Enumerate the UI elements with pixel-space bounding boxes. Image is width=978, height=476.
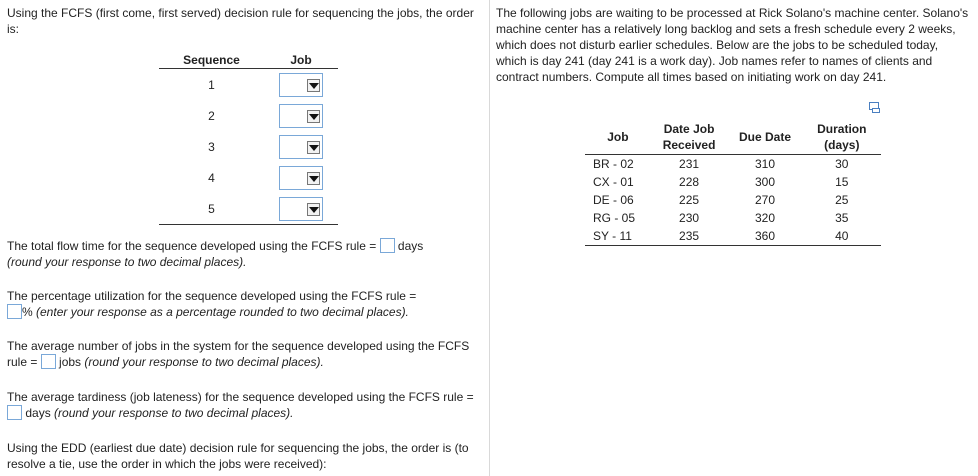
avg-tardiness-input[interactable] [7,405,22,420]
col-header-date-received: Date Job Received [651,119,728,155]
date-received: 225 [679,193,700,207]
rounding-note: (enter your response as a percentage rounded to two decimal places). [36,305,409,319]
copy-icon[interactable] [869,102,879,110]
table-row [159,131,338,162]
job-dropdown-5[interactable] [279,197,323,221]
sequence-number: 2 [208,108,215,123]
table-row [159,69,338,101]
question-avg-tardiness [7,389,485,421]
question-text: The average number of jobs in the system for the sequence developed using the FCFS rule = [7,339,470,369]
chevron-down-icon [307,172,320,185]
date-received: 228 [679,175,700,189]
sequence-header: Sequence [159,51,264,69]
question-text: Using the EDD (earliest due date) decision rule for sequencing the jobs, the order is (to resolve a tie, use the order in which the jobs were received): [7,441,469,471]
unit-label: days [25,406,51,420]
sequence-number: 5 [159,193,264,225]
chevron-down-icon [307,110,320,123]
duration: 15 [835,175,849,189]
rounding-note: (round your response to two decimal places). [54,406,294,420]
sequence-number: 1 [208,77,215,92]
sequence-number: 3 [208,139,215,154]
due-date: 310 [754,157,776,171]
problem-description: The following jobs are waiting to be processed at Rick Solano's machine center. Solano's machine center has a relatively long backlog and sets a fresh schedule every 2 weeks, which does not disturb earlier schedules. Below are the jobs to be scheduled today, which is day 241 (day 241 is a work day). Job names refer to names of clients and contract numbers. Compute all times based on initiating work on day 241. [496,6,969,84]
date-received: 231 [679,157,700,171]
question-avg-jobs [7,338,485,370]
question-total-flow-time [7,238,485,270]
panel-divider [489,0,490,476]
sequence-table [159,51,338,225]
utilization-input[interactable] [7,304,22,319]
col-header-duration: Duration (days) [803,119,881,155]
duration: 25 [835,193,849,207]
unit-label: days [397,239,424,253]
question-text: The average tardiness (job lateness) for the sequence developed using the FCFS rule = [7,390,474,404]
jobs-table [585,119,881,246]
question-text: The percentage utilization for the sequence developed using the FCFS rule = [7,289,417,303]
avg-jobs-input[interactable] [41,354,56,369]
fcfs-intro: Using the FCFS (first come, first served) decision rule for sequencing the jobs, the order is: [7,6,474,36]
date-received: 235 [651,227,728,246]
chevron-down-icon [307,79,320,92]
question-utilization [7,288,485,320]
col-header-job: Job [585,119,651,155]
chevron-down-icon [307,203,320,216]
duration: 35 [835,211,849,225]
job-name: DE - 06 [593,193,634,207]
due-date: 300 [754,175,776,189]
sequence-number: 4 [208,170,215,185]
table-row [585,227,881,246]
duration: 30 [835,157,849,171]
job-name: BR - 02 [593,157,634,171]
unit-label: jobs [59,355,82,369]
table-row [585,191,881,209]
job-dropdown-3[interactable] [279,135,323,159]
due-date: 320 [754,211,776,225]
col-header-due-date: Due Date [727,119,802,155]
job-name: CX - 01 [593,175,634,189]
question-edd-order [7,440,485,472]
due-date: 360 [727,227,802,246]
job-dropdown-1[interactable] [279,73,323,97]
job-header: Job [264,51,338,69]
table-row [585,209,881,227]
rounding-note: (round your response to two decimal places). [7,255,247,269]
job-dropdown-2[interactable] [279,104,323,128]
table-row [159,193,338,225]
job-name: SY - 11 [585,227,651,246]
table-row [159,162,338,193]
table-row [585,173,881,191]
chevron-down-icon [307,141,320,154]
date-received: 230 [679,211,700,225]
question-text: The total flow time for the sequence developed using the FCFS rule = [7,239,377,253]
due-date: 270 [754,193,776,207]
job-name: RG - 05 [593,211,636,225]
unit-label: % [22,305,33,319]
table-row [585,155,881,174]
duration: 40 [803,227,881,246]
table-row [159,100,338,131]
rounding-note: (round your response to two decimal places). [84,355,324,369]
job-dropdown-4[interactable] [279,166,323,190]
total-flow-time-input[interactable] [380,238,395,253]
